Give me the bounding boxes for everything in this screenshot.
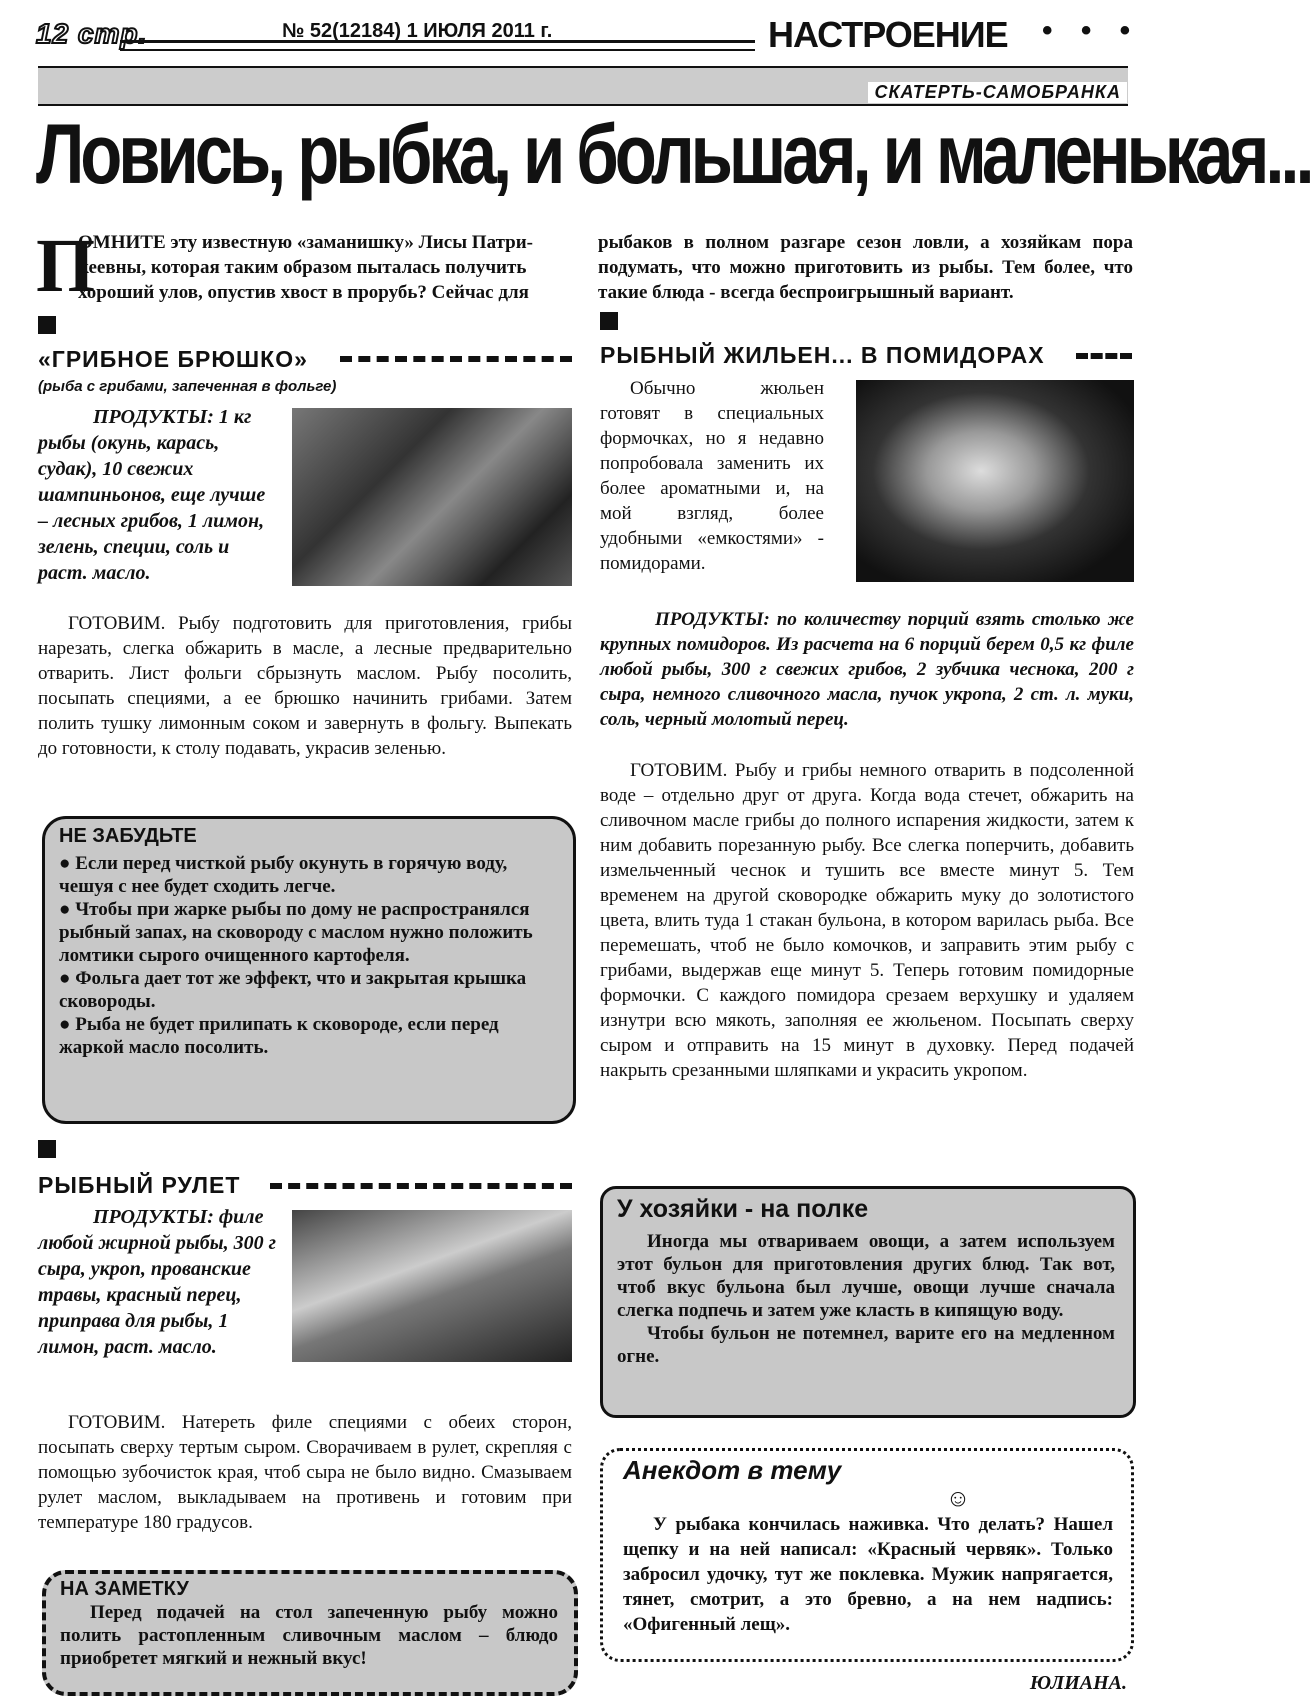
smiley-icon: ☺	[945, 1486, 971, 1512]
recipe3-title: РЫБНЫЙ ЖИЛЬЕН... В ПОМИДОРАХ	[600, 342, 1045, 368]
author-signature: ЮЛИАНА.	[1029, 1672, 1127, 1694]
tips-title: НЕ ЗАБУДЬТЕ	[59, 825, 197, 847]
recipe2-cook: ГОТОВИМ. Натереть филе специями с обеих сторон, посыпать сверху тертым сыром. Сворачиваем в рулет, скрепляя с помощью зубочисток края, чтоб сыра не было видно. Смазываем рулет маслом, выкладываем на противень и готовим при температуре 180 градусов.	[38, 1412, 572, 1533]
recipe3-intro: Обычно жюльен готовят в специальных формочках, но я недавно попробовала заменить их более ароматными и, на мой взгляд, более удобными «емкостями» - помидорами.	[600, 378, 824, 574]
intro-left	[78, 230, 572, 305]
recipe2-cook-block	[38, 1410, 572, 1535]
tip-item: ● Фольга дает тот же эффект, что и закрытая крышка сковороды.	[59, 968, 527, 1012]
recipe3-products: ПРОДУКТЫ: по количеству порций взять столько же крупных помидоров. Из расчета на 6 порций берем 0,5 кг филе любой рыбы, 300 г свежих грибов, 2 зубчика чеснока, 200 г сыра, немного сливочного масла, пучок укропа, 2 ст. л. муки, соль, черный молотый перец.	[600, 609, 1134, 730]
title-dashes	[1076, 353, 1132, 359]
note-text: Перед подачей на стол запеченную рыбу можно полить растопленным сливочным маслом – блюдо приобретет мягкий и нежный вкус!	[60, 1602, 558, 1669]
recipe1-cook-block	[38, 611, 572, 761]
section-marker	[600, 312, 618, 330]
title-dashes	[340, 356, 572, 362]
shelf-text-1: Иногда мы отвариваем овощи, а затем используем этот бульон для приготовления других блюд. Так вот, чтоб вкус бульона был лучше, овощи лучше сначала слегка подпечь и затем уже класть в кипящую воду.	[617, 1231, 1115, 1321]
recipe2-products: ПРОДУКТЫ: филе любой жирной рыбы, 300 г сыра, укроп, прованские травы, красный перец, приправа для рыбы, 1 лимон, раст. масло.	[38, 1206, 276, 1358]
dropcap: П	[36, 224, 96, 308]
tips-box	[42, 816, 576, 1124]
article-headline: Ловись, рыбка, и большая, и маленькая...	[36, 107, 1311, 201]
shelf-title: У хозяйки - на полке	[617, 1195, 869, 1223]
recipe1-products-block	[38, 404, 278, 586]
header-dots: • • •	[1042, 14, 1141, 47]
intro-right-text: рыбаков в полном разгаре сезон ловли, а хозяйкам пора подумать, что можно приготовить из рыбы. Тем более, что такие блюда - всегда беспроигрышный вариант.	[598, 232, 1133, 303]
recipe2-photo	[292, 1210, 572, 1362]
recipe1-subtitle: (рыба с грибами, запеченная в фольге)	[38, 378, 337, 395]
recipe3-photo	[856, 380, 1134, 582]
intro-line-1: ОМНИТЕ эту известную «заманишку» Лисы Патри-	[78, 232, 533, 253]
recipe1-photo	[292, 408, 572, 586]
title-dashes	[270, 1183, 572, 1189]
recipe1-cook: ГОТОВИМ. Рыбу подготовить для приготовления, грибы нарезать, слегка обжарить в масле, а лесные предварительно отварить. Лист фольги сбрызнуть маслом. Рыбу посолить, посыпать специями, а ее брюшко начинить грибами. Затем полить тушку лимонным соком и завернуть в фольгу. Выпекать до готовности, к столу подавать, украсив зеленью.	[38, 613, 572, 759]
recipe1-title: «ГРИБНОЕ БРЮШКО»	[38, 346, 308, 372]
intro-right	[598, 230, 1133, 305]
recipe3-cook-block	[600, 758, 1134, 1083]
recipe3-cook: ГОТОВИМ. Рыбу и грибы немного отварить в подсоленной воде – отдельно друг от друга. Когда вода стечет, обжарить на сливочном масле грибы до полного испарения жидкости, затем к ним добавить порезанную рыбу. Все слегка поперчить, добавить измельченный чеснок и тушить все вместе минут 5. Тем временем на другой сковородке обжарить муку до золотистого цвета, влить туда 1 стакан бульона, в котором варилась рыба. Все перемешать, чтоб не было комочков, и заправить этим рыбу с грибами, выдержав еще минут 5. Теперь готовим помидорные формочки. С каждого помидора срезаем верхушку и удаляем изнутри всю мякоть, заполняя ее жюльеном. Посыпать сверху сыром и отправить на 15 минут в духовку. Перед подачей накрыть срезанными шляпками и украсить укропом.	[600, 760, 1134, 1081]
page-number: 12 стр.	[36, 18, 148, 49]
tip-item: ● Рыба не будет прилипать к сковороде, если перед жаркой масло посолить.	[59, 1014, 499, 1058]
section-marker	[38, 1140, 56, 1158]
recipe3-intro-block	[600, 376, 824, 576]
shelf-box	[600, 1186, 1136, 1418]
recipe3-products-block	[600, 607, 1134, 732]
section-title: НАСТРОЕНИЕ	[768, 14, 1008, 55]
anecdote-box	[600, 1448, 1134, 1662]
intro-line-3: хороший улов, опустив хвост в прорубь? Сейчас для	[78, 282, 529, 303]
recipe1-products: ПРОДУКТЫ: 1 кг рыбы (окунь, карась, судак), 10 свежих шампиньонов, еще лучше – лесных грибов, 1 лимон, зелень, специи, соль и раст. масло.	[38, 406, 266, 584]
tip-item: ● Если перед чисткой рыбу окунуть в горячую воду, чешуя с нее будет сходить легче.	[59, 853, 508, 897]
shelf-text-2: Чтобы бульон не потемнел, варите его на медленном огне.	[617, 1323, 1115, 1367]
anecdote-title: Анекдот в тему	[623, 1455, 842, 1485]
section-marker	[38, 316, 56, 334]
intro-line-2: кеевны, которая таким образом пыталась получить	[78, 257, 527, 278]
note-box	[42, 1570, 578, 1696]
recipe2-products-block	[38, 1204, 288, 1360]
recipe2-title: РЫБНЫЙ РУЛЕТ	[38, 1172, 241, 1198]
rubric-label: СКАТЕРТЬ-САМОБРАНКА	[868, 82, 1127, 103]
note-title: НА ЗАМЕТКУ	[60, 1578, 189, 1600]
header-rule	[120, 40, 755, 51]
tip-item: ● Чтобы при жарке рыбы по дому не распространялся рыбный запах, на сковороду с маслом нужно положить ломтики сырого очищенного картофеля.	[59, 899, 533, 966]
issue-info: № 52(12184) 1 ИЮЛЯ 2011 г.	[282, 20, 553, 42]
anecdote-text: У рыбака кончилась наживка. Что делать? Нашел щепку и на ней написал: «Красный червяк». Только забросил удочку, тут же поклевка. Мужик напрягается, тянет, смотрит, а это бревно, а на нем надпись: «Офигенный лещ».	[623, 1514, 1113, 1635]
